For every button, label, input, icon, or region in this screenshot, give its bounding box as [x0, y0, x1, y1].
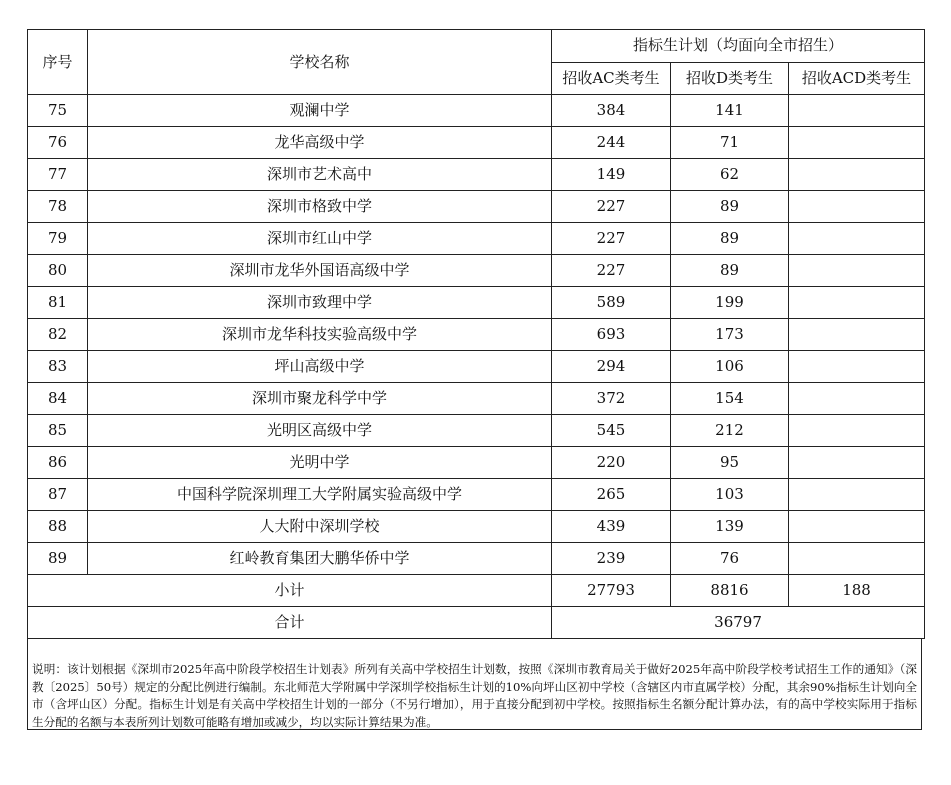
row-number: 77 — [28, 159, 88, 191]
subtotal-ac: 27793 — [552, 575, 671, 607]
row-number: 87 — [28, 479, 88, 511]
school-name: 光明中学 — [88, 447, 552, 479]
row-number: 78 — [28, 191, 88, 223]
quota-acd — [789, 191, 925, 223]
quota-d: 154 — [671, 383, 789, 415]
quota-ac: 244 — [552, 127, 671, 159]
subtotal-d: 8816 — [671, 575, 789, 607]
row-number: 83 — [28, 351, 88, 383]
explanation-note: 说明：该计划根据《深圳市2025年高中阶段学校招生计划表》所列有关高中学校招生计划数，按照《深圳市教育局关于做好2025年高中阶段学校考试招生工作的通知》（深教〔2025〕50号）规定的分配比例进行编制。东北师范大学附属中学深圳学校指标生计划的10%向坪山区初中学校（含辖区内市直属学校）分配，其余90%指标生计划向全市（含坪山区）分配。指标生计划是有关高中学校招生计划的一部分（不另行增加），用于直接分配到初中学校。按照指标生名额分配计算办法，有的高中学校实际用于指标生分配的名额与本表所列计划数可能略有增加或减少，均以实际计算结果为准。 — [27, 639, 922, 730]
table-row — [28, 447, 925, 479]
quota-d: 89 — [671, 191, 789, 223]
table-row — [28, 223, 925, 255]
school-name: 龙华高级中学 — [88, 127, 552, 159]
quota-plan-table — [27, 29, 925, 639]
table-row — [28, 159, 925, 191]
table-row — [28, 319, 925, 351]
quota-d: 71 — [671, 127, 789, 159]
row-number: 80 — [28, 255, 88, 287]
total-value: 36797 — [552, 607, 925, 639]
quota-acd — [789, 511, 925, 543]
quota-acd — [789, 351, 925, 383]
table-row — [28, 543, 925, 575]
header-d: 招收D类考生 — [671, 62, 789, 95]
school-name: 坪山高级中学 — [88, 351, 552, 383]
quota-d: 103 — [671, 479, 789, 511]
quota-ac: 589 — [552, 287, 671, 319]
table-row — [28, 351, 925, 383]
school-name: 深圳市艺术高中 — [88, 159, 552, 191]
quota-d: 106 — [671, 351, 789, 383]
row-number: 85 — [28, 415, 88, 447]
total-label: 合计 — [28, 607, 552, 639]
quota-acd — [789, 255, 925, 287]
table-row — [28, 383, 925, 415]
header-acd: 招收ACD类考生 — [789, 62, 925, 95]
quota-ac: 227 — [552, 191, 671, 223]
quota-acd — [789, 415, 925, 447]
school-name: 深圳市龙华科技实验高级中学 — [88, 319, 552, 351]
quota-ac: 545 — [552, 415, 671, 447]
table-row — [28, 127, 925, 159]
quota-ac: 439 — [552, 511, 671, 543]
school-name: 深圳市聚龙科学中学 — [88, 383, 552, 415]
table-row — [28, 191, 925, 223]
plan-table-container — [27, 29, 924, 730]
quota-d: 95 — [671, 447, 789, 479]
school-name: 红岭教育集团大鹏华侨中学 — [88, 543, 552, 575]
school-name: 中国科学院深圳理工大学附属实验高级中学 — [88, 479, 552, 511]
row-number: 84 — [28, 383, 88, 415]
quota-d: 141 — [671, 95, 789, 127]
quota-acd — [789, 287, 925, 319]
quota-ac: 294 — [552, 351, 671, 383]
quota-acd — [789, 479, 925, 511]
table-row — [28, 415, 925, 447]
quota-acd — [789, 447, 925, 479]
subtotal-label: 小计 — [28, 575, 552, 607]
quota-ac: 384 — [552, 95, 671, 127]
quota-ac: 372 — [552, 383, 671, 415]
quota-ac: 220 — [552, 447, 671, 479]
school-name: 深圳市红山中学 — [88, 223, 552, 255]
school-name: 深圳市龙华外国语高级中学 — [88, 255, 552, 287]
row-number: 75 — [28, 95, 88, 127]
quota-acd — [789, 319, 925, 351]
quota-ac: 239 — [552, 543, 671, 575]
quota-ac: 693 — [552, 319, 671, 351]
quota-d: 89 — [671, 255, 789, 287]
quota-d: 199 — [671, 287, 789, 319]
school-name: 观澜中学 — [88, 95, 552, 127]
quota-ac: 227 — [552, 255, 671, 287]
quota-ac: 265 — [552, 479, 671, 511]
table-row — [28, 287, 925, 319]
header-row-1 — [28, 30, 925, 63]
quota-d: 89 — [671, 223, 789, 255]
row-number: 79 — [28, 223, 88, 255]
header-school-name: 学校名称 — [88, 30, 552, 95]
quota-acd — [789, 543, 925, 575]
quota-ac: 149 — [552, 159, 671, 191]
table-row — [28, 255, 925, 287]
quota-d: 173 — [671, 319, 789, 351]
header-plan-group: 指标生计划（均面向全市招生） — [552, 30, 925, 63]
header-seq: 序号 — [28, 30, 88, 95]
row-number: 81 — [28, 287, 88, 319]
subtotal-acd: 188 — [789, 575, 925, 607]
table-row — [28, 511, 925, 543]
quota-acd — [789, 127, 925, 159]
quota-acd — [789, 383, 925, 415]
quota-ac: 227 — [552, 223, 671, 255]
quota-d: 139 — [671, 511, 789, 543]
school-name: 深圳市格致中学 — [88, 191, 552, 223]
school-name: 人大附中深圳学校 — [88, 511, 552, 543]
row-number: 89 — [28, 543, 88, 575]
row-number: 82 — [28, 319, 88, 351]
school-name: 光明区高级中学 — [88, 415, 552, 447]
quota-acd — [789, 95, 925, 127]
table-row — [28, 479, 925, 511]
quota-acd — [789, 159, 925, 191]
total-row — [28, 607, 925, 639]
header-ac: 招收AC类考生 — [552, 62, 671, 95]
school-name: 深圳市致理中学 — [88, 287, 552, 319]
subtotal-row — [28, 575, 925, 607]
row-number: 86 — [28, 447, 88, 479]
row-number: 76 — [28, 127, 88, 159]
quota-acd — [789, 223, 925, 255]
quota-d: 62 — [671, 159, 789, 191]
table-row — [28, 95, 925, 127]
quota-d: 76 — [671, 543, 789, 575]
quota-d: 212 — [671, 415, 789, 447]
row-number: 88 — [28, 511, 88, 543]
